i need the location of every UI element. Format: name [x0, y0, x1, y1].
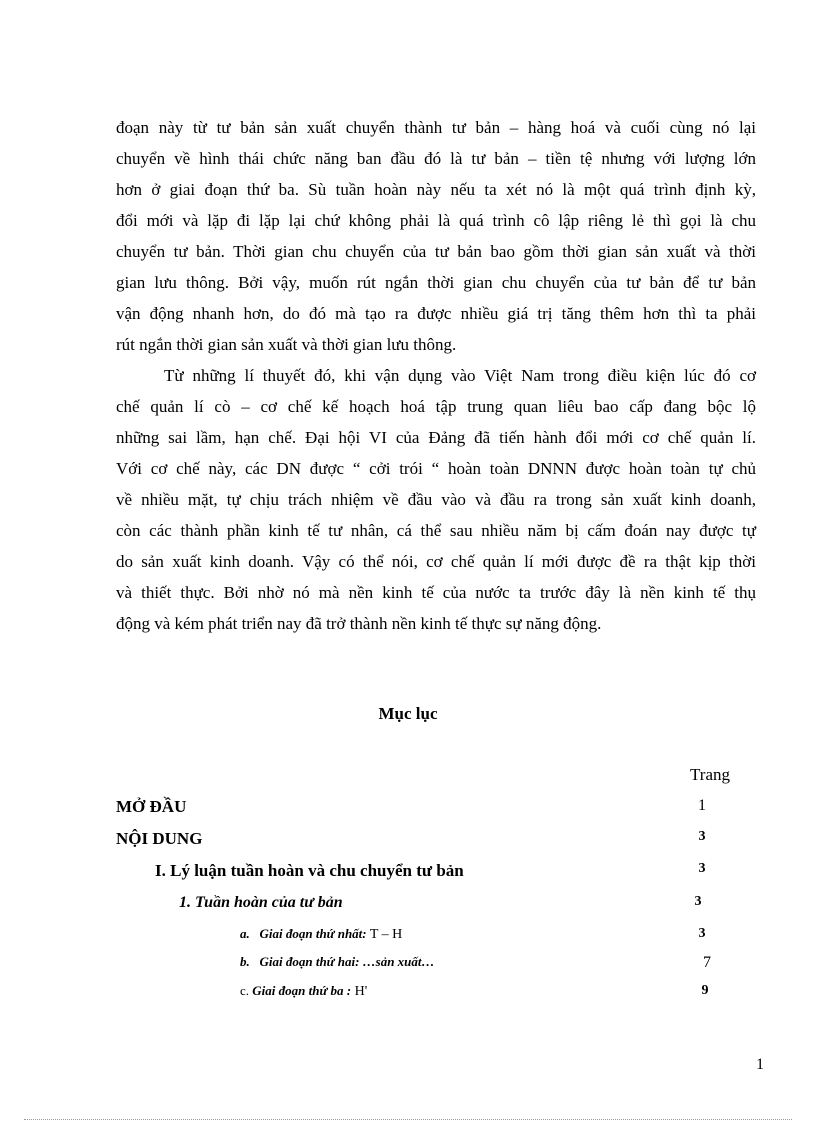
toc-entry-section-1[interactable]: [0, 861, 816, 887]
toc-entry-label: I. Lý luận tuần hoàn và chu chuyển tư bản: [155, 861, 464, 880]
body-line: đổi mới và lặp đi lặp lại chứ không phải là quá trình cô lập riêng lẻ thì gọi là chu: [116, 211, 756, 230]
body-line: còn các thành phần kinh tế tư nhân, cá thể sau nhiều năm bị cấm đoán nay được tự: [116, 521, 756, 540]
toc-entry-page: 3: [698, 926, 706, 941]
toc-entry-item-c[interactable]: [0, 983, 816, 1009]
toc-entry-mo-dau[interactable]: [0, 797, 816, 823]
toc-page-header: Trang: [690, 765, 730, 784]
body-line: hơn ở giai đoạn thứ ba. Sù tuần hoàn này nếu ta xét nó là một quá trình định kỳ,: [116, 180, 756, 199]
toc-entry-label: MỞ ĐẦU: [116, 797, 187, 816]
body-line: đoạn này từ tư bản sản xuất chuyển thành tư bản – hàng hoá và cuối cùng nó lại: [116, 118, 756, 137]
body-line: do sản xuất kinh doanh. Vậy có thể nói, cơ chế quản lí mới được đề ra thật kịp thời: [116, 552, 756, 571]
toc-title: Mục lục: [378, 704, 438, 723]
toc-entry-marker: b.: [240, 954, 250, 969]
toc-entry-label: Giai đoạn thứ hai: …sản xuất…: [259, 954, 435, 969]
toc-entry-label: NỘI DUNG: [116, 829, 203, 848]
body-line: vận động nhanh hơn, do đó mà tạo ra được nhiều giá trị tăng thêm hơn thì ta phải: [116, 304, 756, 323]
toc-entry-item-b[interactable]: [0, 954, 816, 980]
toc-entry-page: 9: [701, 983, 709, 998]
body-text: [116, 112, 756, 639]
toc-entry-label: 1. Tuần hoàn của tư bản: [179, 894, 343, 911]
toc-entry-label: Giai đoạn thứ ba :: [252, 983, 352, 998]
body-line: chuyển về hình thái chức năng ban đầu đó là tư bản – tiền tệ nhưng với lượng lớn: [116, 149, 756, 168]
toc-entry-subsection-1[interactable]: [0, 894, 816, 920]
body-line: rút ngắn thời gian sản xuất và thời gian lưu thông.: [116, 335, 457, 354]
toc-entry-noi-dung[interactable]: [0, 829, 816, 855]
body-line: về nhiều mặt, tự chịu trách nhiệm về đầu vào và đầu ra trong sản xuất kinh doanh,: [116, 490, 756, 509]
toc-entry-label: Giai đoạn thứ nhất:: [259, 926, 367, 941]
page-number: 1: [756, 1056, 764, 1073]
body-line: gian lưu thông. Bởi vậy, muốn rút ngắn thời gian chu chuyển của tư bản để tư bản: [116, 273, 756, 292]
toc-entry-page: 1: [698, 797, 706, 814]
body-line: Với cơ chế này, các DN được “ cởi trói “ hoàn toàn DNNN được hoàn toàn tự chủ: [116, 459, 756, 478]
toc-entry-page: 3: [698, 861, 706, 876]
body-line: và thiết thực. Bởi nhờ nó mà nền kinh tế của nước ta trước đây là nền kinh tế thụ: [116, 583, 756, 602]
body-line: chuyển tư bản. Thời gian chu chuyển của tư bản bao gồm thời gian sản xuất và thời: [116, 242, 756, 261]
toc-entry-marker: a.: [240, 926, 250, 941]
body-line: những sai lầm, hạn chế. Đại hội VI của Đảng đã tiến hành đổi mới cơ chế quản lí.: [116, 428, 756, 447]
toc-entry-suffix: T – H: [366, 927, 403, 942]
toc-entry-page: 3: [698, 829, 706, 844]
toc-entry-page: 3: [694, 894, 702, 909]
toc-entry-marker: c.: [240, 983, 250, 998]
body-line: Từ những lí thuyết đó, khi vận dụng vào Việt Nam trong điều kiện lúc đó cơ: [164, 366, 756, 385]
toc-entry-item-a[interactable]: [0, 926, 816, 952]
toc-entry-page: 7: [703, 954, 711, 971]
toc-entry-suffix: H': [351, 984, 368, 999]
page-bottom-rule: [24, 1119, 792, 1120]
body-line: động và kém phát triển nay đã trở thành nền kinh tế thực sự năng động.: [116, 614, 602, 633]
body-line: chế quản lí cò – cơ chế kế hoạch hoá tập trung quan liêu bao cấp đang bộc lộ: [116, 397, 756, 416]
